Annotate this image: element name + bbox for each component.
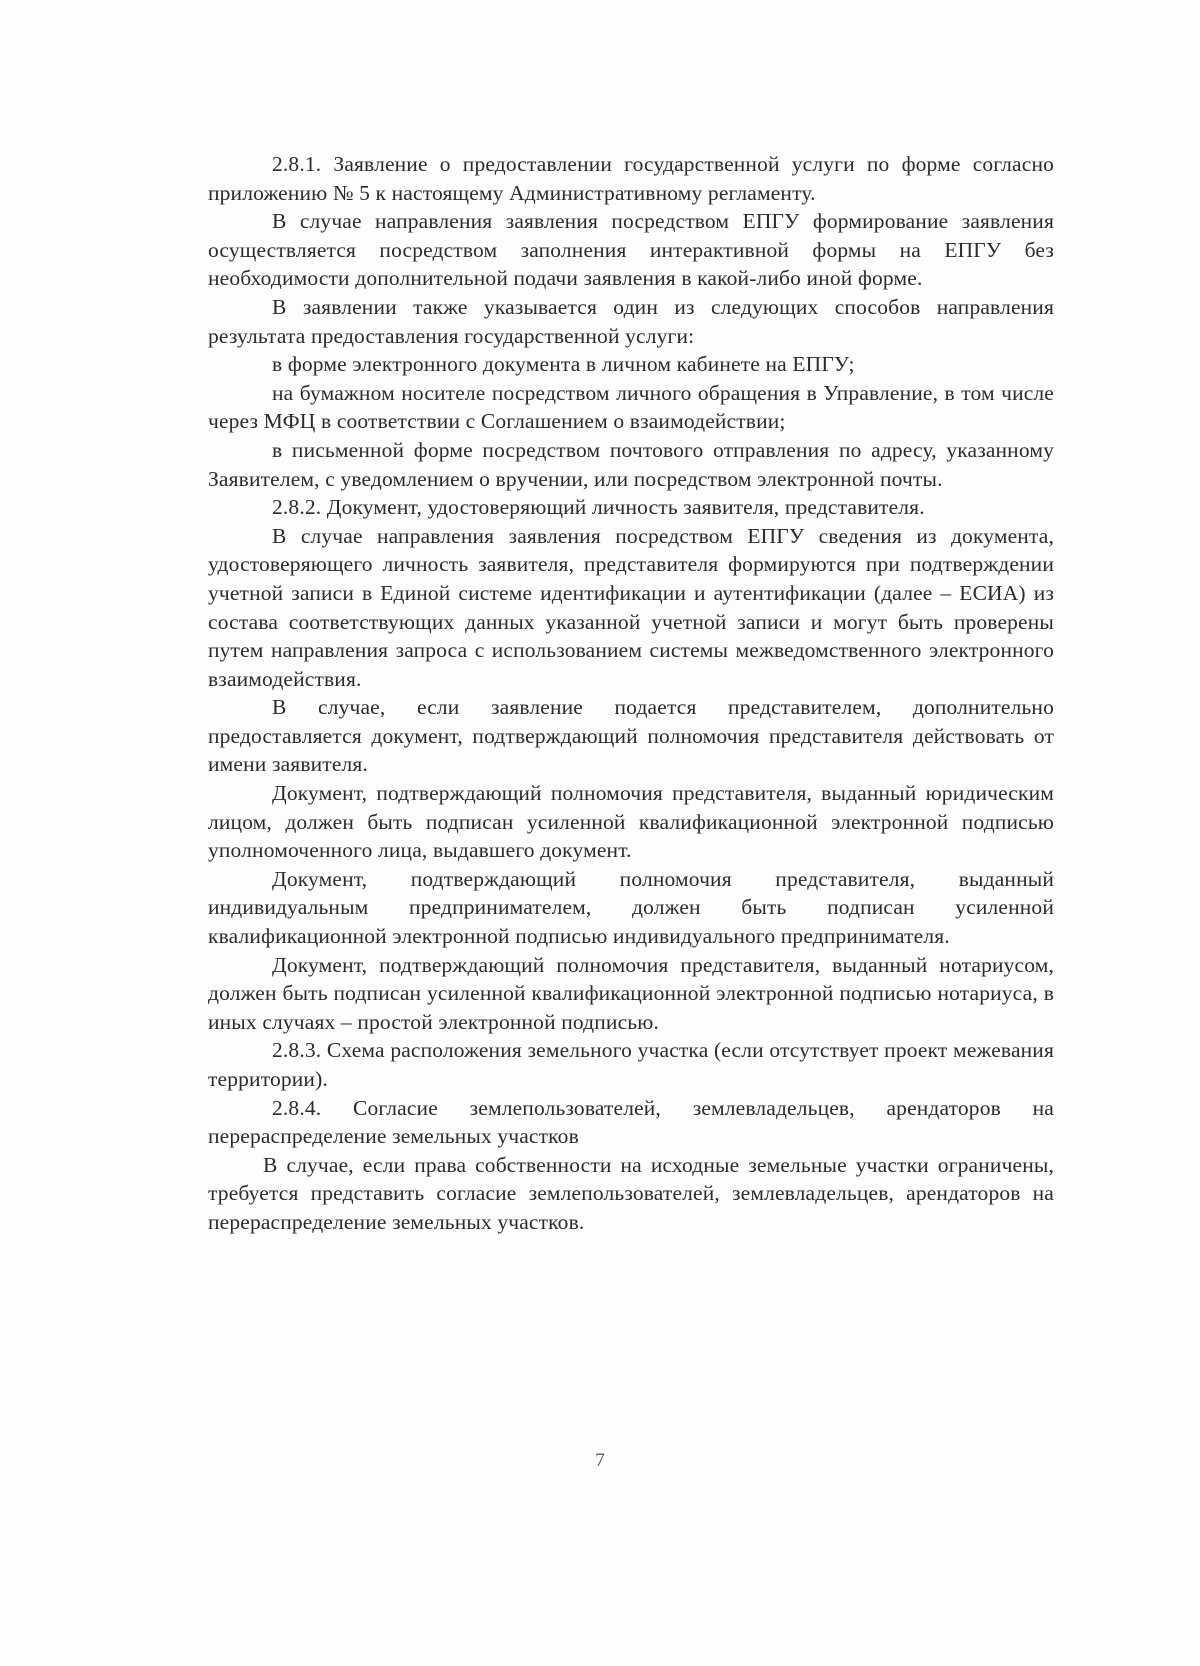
- list-item-mail: в письменной форме посредством почтового отправления по адресу, указанному Заявителем, с уведомлением о вручении, или посредством электронной почты.: [208, 437, 1054, 491]
- paragraph-esia: В случае направления заявления посредством ЕПГУ сведения из документа, удостоверяющего личность заявителя, представителя формируются при подтверждении учетной записи в Единой системе идентификации и аутентификации (далее – ЕСИА) из состава соответствующих данных указанной учетной записи и могут быть проверены путем направления запроса с использованием системы межведомственного электронного взаимодействия.: [208, 523, 1054, 691]
- paragraph-result-methods: В заявлении также указывается один из следующих способов направления результата предоставления государственной услуги:: [208, 294, 1054, 348]
- list-item-electronic: в форме электронного документа в личном кабинете на ЕПГУ;: [272, 352, 855, 377]
- paragraph-notary: Документ, подтверждающий полномочия представителя, выданный нотариусом, должен быть подписан усиленной квалификационной электронной подписью нотариуса, в иных случаях – простой электронной подписью.: [208, 952, 1054, 1034]
- list-item-paper: на бумажном носителе посредством личного обращения в Управление, в том числе через МФЦ в соответствии с Соглашением о взаимодействии;: [208, 380, 1054, 434]
- paragraph-2-8-1: 2.8.1. Заявление о предоставлении государственной услуги по форме согласно приложению № 5 к настоящему Административному регламенту.: [208, 152, 1054, 205]
- paragraph-2-8-3: 2.8.3. Схема расположения земельного участка (если отсутствует проект межевания территории).: [208, 1038, 1054, 1091]
- paragraph-consent: В случае, если права собственности на исходные земельные участки ограничены, требуется представить согласие землепользователей, землевладельцев, арендаторов на перераспределение земельных участков.: [208, 1152, 1054, 1234]
- paragraph-epgu-application: В случае направления заявления посредством ЕПГУ формирование заявления осуществляется посредством заполнения интерактивной формы на ЕПГУ без необходимости дополнительной подачи заявления в какой-либо иной форме.: [208, 209, 1054, 291]
- paragraph-2-8-4: 2.8.4. Согласие землепользователей, землевладельцев, арендаторов на перераспределение земельных участков: [208, 1095, 1054, 1149]
- paragraph-legal-entity: Документ, подтверждающий полномочия представителя, выданный юридическим лицом, должен быть подписан усиленной квалификационной электронной подписью уполномоченного лица, выдавшего документ.: [208, 781, 1054, 863]
- paragraph-entrepreneur: Документ, подтверждающий полномочия представителя, выданный индивидуальным предпринимателем, должен быть подписан усиленной квалификационной электронной подписью индивидуального предпринимателя.: [208, 866, 1054, 949]
- paragraph-2-8-2: 2.8.2. Документ, удостоверяющий личность заявителя, представителя.: [272, 495, 925, 520]
- document-body: [208, 150, 1054, 1237]
- paragraph-representative: В случае, если заявление подается представителем, дополнительно предоставляется документ, подтверждающий полномочия представителя действовать от имени заявителя.: [208, 695, 1054, 777]
- page-number: 7: [595, 1450, 605, 1471]
